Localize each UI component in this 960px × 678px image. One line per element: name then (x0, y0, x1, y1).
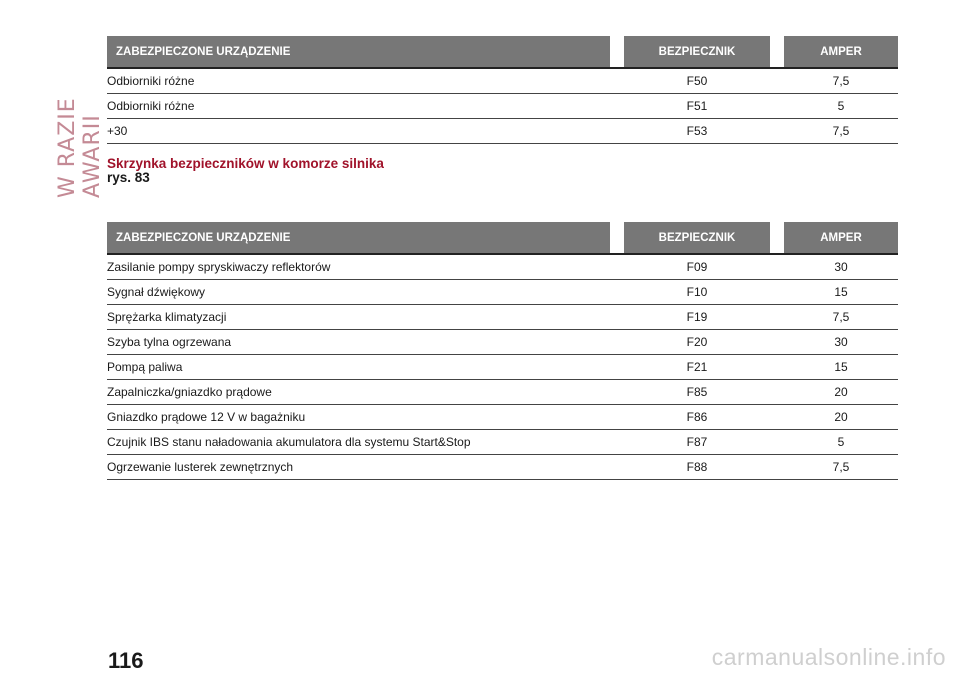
table-row (107, 305, 898, 330)
table-row (107, 455, 898, 480)
cell-device: Szyba tylna ogrzewana (107, 330, 610, 355)
figure-reference: rys. 83 (107, 170, 150, 185)
cell-device: Ogrzewanie lusterek zewnętrznych (107, 455, 610, 480)
table-row (107, 254, 898, 280)
cell-fuse: F88 (624, 455, 770, 480)
cell-amp: 15 (784, 280, 898, 305)
cell-fuse: F19 (624, 305, 770, 330)
cell-amp: 5 (784, 94, 898, 119)
cell-fuse: F10 (624, 280, 770, 305)
cell-device: Zasilanie pompy spryskiwaczy reflektorów (107, 254, 610, 280)
header-amp: AMPER (784, 222, 898, 254)
header-fuse: BEZPIECZNIK (624, 222, 770, 254)
cell-fuse: F85 (624, 380, 770, 405)
cell-fuse: F86 (624, 405, 770, 430)
cell-device: Sprężarka klimatyzacji (107, 305, 610, 330)
cell-device: Odbiorniki różne (107, 68, 610, 94)
section-side-label: W RAZIE AWARII (55, 97, 105, 198)
cell-device: Czujnik IBS stanu naładowania akumulatora dla systemu Start&Stop (107, 430, 610, 455)
cell-fuse: F87 (624, 430, 770, 455)
table-row (107, 68, 898, 94)
cell-amp: 15 (784, 355, 898, 380)
cell-fuse: F09 (624, 254, 770, 280)
table-row (107, 94, 898, 119)
cell-amp: 30 (784, 254, 898, 280)
cell-amp: 20 (784, 405, 898, 430)
cell-device: Pompą paliwa (107, 355, 610, 380)
cell-amp: 30 (784, 330, 898, 355)
cell-device: Zapalniczka/gniazdko prądowe (107, 380, 610, 405)
watermark: carmanualsonline.info (711, 644, 946, 670)
cell-amp: 5 (784, 430, 898, 455)
cell-fuse: F20 (624, 330, 770, 355)
table-row (107, 280, 898, 305)
fuse-table-1 (107, 36, 898, 144)
cell-fuse: F50 (624, 68, 770, 94)
cell-device: +30 (107, 119, 610, 144)
cell-device: Sygnał dźwiękowy (107, 280, 610, 305)
cell-amp: 7,5 (784, 455, 898, 480)
cell-device: Gniazdko prądowe 12 V w bagażniku (107, 405, 610, 430)
cell-amp: 7,5 (784, 68, 898, 94)
table-row (107, 405, 898, 430)
table-header-row (107, 222, 898, 254)
table-row (107, 330, 898, 355)
cell-device: Odbiorniki różne (107, 94, 610, 119)
cell-amp: 7,5 (784, 305, 898, 330)
table-row (107, 380, 898, 405)
page-number: 116 (108, 648, 144, 673)
table-row (107, 430, 898, 455)
table-header-row (107, 36, 898, 68)
cell-amp: 20 (784, 380, 898, 405)
table-row (107, 355, 898, 380)
header-amp: AMPER (784, 36, 898, 68)
table-row (107, 119, 898, 144)
header-device: ZABEZPIECZONE URZĄDZENIE (107, 222, 610, 254)
header-device: ZABEZPIECZONE URZĄDZENIE (107, 36, 610, 68)
fuse-table-2 (107, 222, 898, 480)
cell-fuse: F21 (624, 355, 770, 380)
header-fuse: BEZPIECZNIK (624, 36, 770, 68)
cell-amp: 7,5 (784, 119, 898, 144)
section-heading: Skrzynka bezpieczników w komorze silnika (107, 156, 384, 171)
cell-fuse: F53 (624, 119, 770, 144)
cell-fuse: F51 (624, 94, 770, 119)
